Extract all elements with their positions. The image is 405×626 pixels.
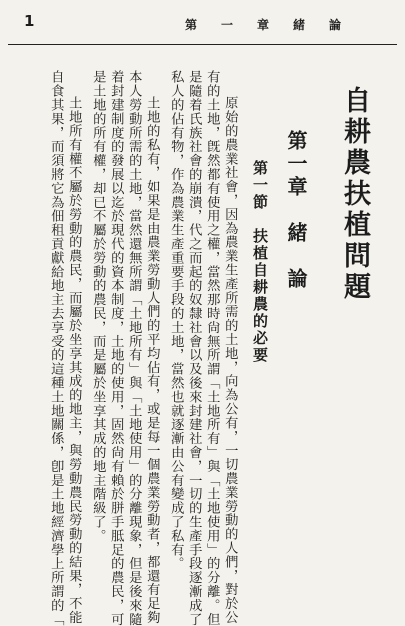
body-line: 原始的農業社會，因為農業生產所需的土地，向為公有，一切農業勞動的人們，對於公 bbox=[222, 96, 238, 625]
body-line: 是土地的所有權，却已不屬於勞動的農民，而是屬於坐享其成的地主階級了。 bbox=[90, 70, 106, 543]
body-line: 本人勞動所需的土地，當然還無所謂「土地所有」與「土地使用」的分離現象，但是後來隨 bbox=[126, 70, 142, 626]
header-rule bbox=[8, 44, 397, 45]
body-line: 是隨着氏族社會的崩潰，代之而起的奴隸社會以及後來封建社會，一切的生產手段逐漸成了 bbox=[186, 70, 202, 626]
book-title: 自耕農扶植問題 bbox=[339, 86, 370, 303]
body-line: 土地所有權不屬於勞動的農民，而屬於坐享其成的地主，與勞動農民勞動的結果，不能 bbox=[66, 96, 82, 625]
body-line: 私人的佔有物，作為農業生產重要手段的土地，當然也就逐漸由公有變成了私有。 bbox=[168, 70, 184, 571]
page-number: 1 bbox=[24, 12, 35, 30]
chapter-heading: 第一章 緒 論 bbox=[284, 130, 308, 291]
section-heading: 第一節 扶植自耕農的必要 bbox=[251, 160, 269, 364]
body-line: 有的土地，旣然都有使用之權，當然那時尙無所謂「土地所有」與「土地使用」的分離。但 bbox=[204, 70, 220, 626]
body-line: 着封建制度的發展以迄於現代的資本制度，土地的使用，固然尙有賴於胼手胝足的農民，可 bbox=[108, 70, 124, 626]
body-line: 土地的私有，如果是由農業勞動人們的平均佔有，或是每一個農業勞動者，都還有足夠 bbox=[144, 96, 160, 625]
body-line: 自食其果，而須將它為佃租貢獻給地主去享受的這種土地關係，卽是土地經濟學上所謂的「 bbox=[48, 70, 64, 626]
running-header: 第一章緒論 bbox=[184, 18, 365, 32]
